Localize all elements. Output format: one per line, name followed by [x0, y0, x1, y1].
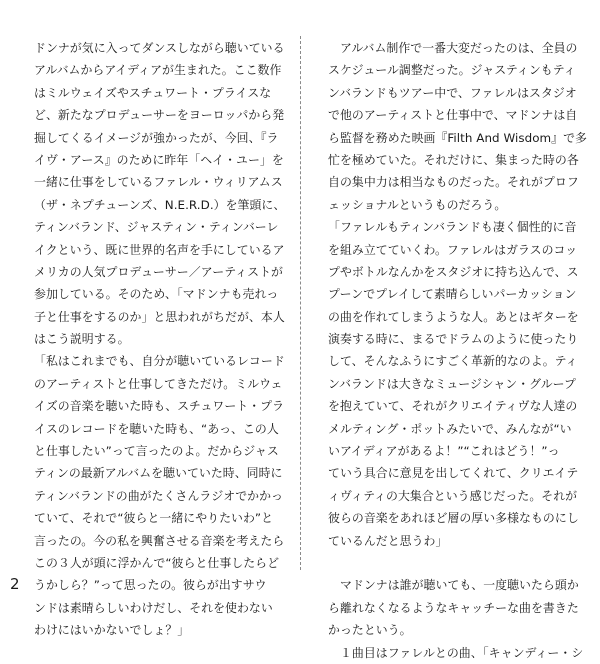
text-line: プーンでプレイして素晴らしいパーカッション: [328, 287, 577, 302]
text-line: ているんだと思うわ」: [328, 533, 448, 548]
text-line: ら離れなくなるようなキャッチーな曲を書きた: [328, 600, 579, 615]
text-line: アルバムからアイディアが生まれた。ここ数作: [34, 63, 282, 78]
left-text-column: [34, 37, 286, 642]
text-line: 自の集中力は相当なものだった。それがプロフ: [328, 175, 579, 190]
text-line: 「ファレルもティンバランドも凄く個性的に音: [328, 220, 577, 235]
text-line: ェッショナルというものだろう。: [328, 197, 507, 212]
text-line: 一緒に仕事をしているファレル・ウィリアムス: [34, 175, 283, 190]
text-line: ドンナが気に入ってダンスしながら聴いている: [34, 41, 285, 55]
text-line: 忙を極めていた。それだけに、集まった時の各: [328, 152, 579, 167]
text-line: の曲を作れてしまうような人。あとはギターを: [328, 309, 579, 324]
text-line: を組み立てていくわ。ファレルはガラスのコッ: [328, 242, 578, 257]
text-line: いアイディアがあるよ！”“これはどう！”っ: [328, 444, 560, 459]
text-line: 掘してくるイメージが強かったが、今回、『ラ: [34, 130, 279, 145]
text-line: この３人が頭に浮かんで“彼らと仕事したらど: [34, 555, 280, 570]
text-line: ていう具合に意見を出してくれて、クリエイテ: [328, 466, 579, 481]
text-line: 彼らの音楽をあれほど層の厚い多様なものにし: [328, 511, 579, 526]
text-line: のアーティストと仕事してきただけ。ミルウェ: [34, 376, 283, 391]
text-line: イズの音楽を聴いた時も、スチュワート・プラ: [34, 399, 285, 414]
text-line: メリカの人気プロデューサー／アーティストが: [34, 264, 283, 279]
text-line: イスのレコードを聴いた時も、“あっ、この人: [34, 421, 279, 436]
text-line: はこう説明する。: [34, 332, 130, 347]
page-number: 2: [10, 575, 20, 593]
text-line: 言ったの。今の私を興奮させる音楽を考えたら: [34, 533, 285, 548]
text-line: を抱えていて、それがクリエイティヴな人達の: [328, 399, 578, 414]
right-text-column: [328, 37, 587, 664]
text-line: ンドは素晴らしいわけだし、それを使わない: [34, 600, 273, 615]
text-line: ンバランドもツアー中で、ファレルはスタジオ: [328, 85, 577, 100]
text-line: ていて、それで“彼らと一緒にやりたいわ”と: [34, 511, 274, 526]
text-line: 「私はこれまでも、自分が聴いているレコード: [34, 354, 285, 369]
text-line: 参加している。そのため、「マドンナも売れっ: [34, 287, 279, 302]
text-line: ティンの最新アルバムを聴いていた時、同時に: [34, 466, 283, 481]
text-line: 子と仕事をするのか」と思われがちだが、本人: [34, 309, 285, 324]
text-line: して、そんなふうにすごく革新的なのよ。ティ: [328, 354, 578, 369]
text-line: プやボトルなんかをスタジオに持ち込んで、ス: [328, 264, 579, 279]
text-line: ンバランドは大きなミュージシャン・グループ: [328, 376, 576, 391]
text-line: わけにはいかないでしょ？」: [34, 623, 190, 638]
text-line: １曲目はファレルとの曲、「キャンディー・シ: [328, 645, 584, 660]
column-divider: [300, 36, 301, 570]
text-line: で他のアーティストと仕事中で、マドンナは自: [328, 108, 578, 123]
text-line: ティンバランドの曲がたくさんラジオでかかっ: [34, 488, 283, 503]
text-line: （ザ・ネプチューンズ、N.E.R.D.）を筆頭に、: [34, 197, 286, 212]
text-line: と仕事したい”って言ったのよ。だからジャス: [34, 444, 279, 459]
text-line: マドンナは誰が聴いても、一度聴いたら頭か: [328, 578, 579, 593]
text-line: かったという。: [328, 623, 412, 638]
paragraph-spacer: [328, 552, 566, 574]
text-line: イクという、既に世界的名声を手にしているア: [34, 242, 285, 257]
text-line: アルバム制作で一番大変だったのは、全員の: [328, 41, 578, 55]
text-line: メルティング・ポットみたいで、みんなが“い: [328, 421, 572, 436]
text-line: ど、新たなプロデューサーをヨーロッパから発: [34, 108, 285, 123]
text-line: ら監督を務めた映画『Filth And Wisdom』で多: [328, 130, 587, 145]
text-line: イヴ・アース』のために昨年「ヘイ・ユー」を: [34, 152, 284, 167]
text-line: ィヴィティの大集合という感じだった。それが: [328, 488, 578, 503]
text-line: スケジュール調整だった。ジャスティンもティ: [328, 63, 576, 78]
text-line: ティンバランド、ジャスティン・ティンバーレ: [34, 220, 279, 235]
text-line: はミルウェイズやスチュワート・プライスな: [34, 85, 272, 100]
text-line: 演奏する時に、まるでドラムのように使ったり: [328, 332, 579, 347]
text-line: うかしら？”って思ったの。彼らが出すサウ: [34, 578, 267, 593]
